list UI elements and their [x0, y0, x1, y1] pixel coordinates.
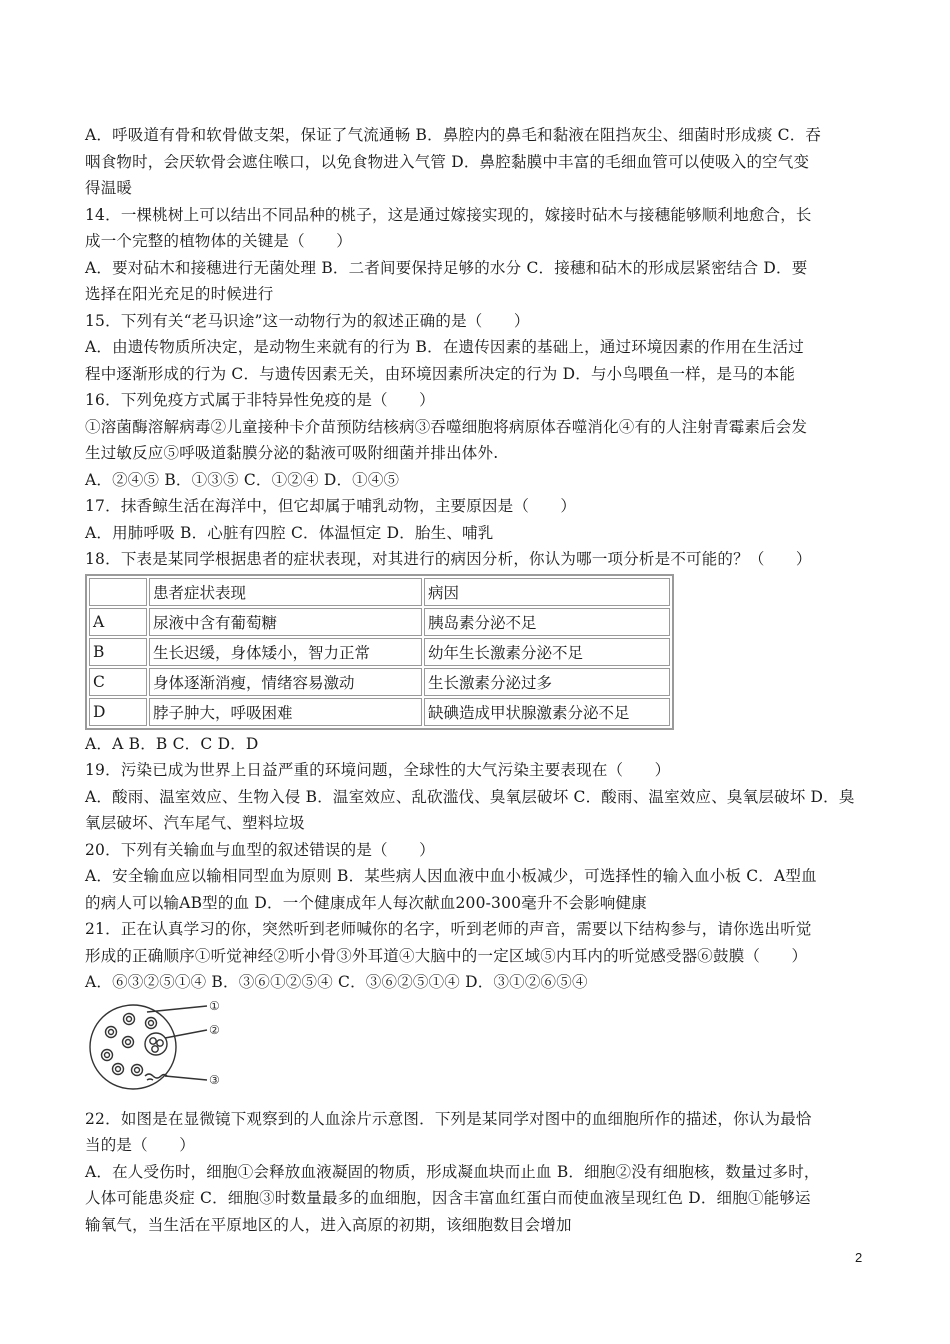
page-number: 2 [855, 1250, 863, 1265]
blood-smear-figure [85, 998, 867, 1094]
table-cell: 尿液中含有葡萄糖 [149, 608, 422, 636]
table-cell: A [89, 608, 147, 636]
red-blood-cell [106, 1026, 117, 1037]
text-line: 输氧气，当生活在平原地区的人，进入高原的初期，该细胞数目会增加 [85, 1215, 572, 1234]
text-line: 当的是（ ） [85, 1136, 195, 1154]
red-blood-cell [132, 1064, 143, 1075]
text-line: 形成的正确顺序①听觉神经②听小骨③外耳道④大脑中的一定区域⑤内耳内的听觉感受器⑥鼓膜（ ） [85, 946, 808, 965]
figure-label: ② [209, 1022, 220, 1037]
text-line: 20．下列有关输血与血型的叙述错误的是（ ） [85, 840, 435, 859]
table-row [89, 668, 670, 696]
text-line: A．呼吸道有骨和软骨做支架，保证了气流通畅 B．鼻腔内的鼻毛和黏液在阻挡灰尘、细菌时形成痰 C．吞 [85, 126, 822, 144]
table-cell: C [89, 668, 147, 696]
table-cell: 脖子肿大，呼吸困难 [149, 698, 422, 726]
red-blood-cell [124, 1013, 135, 1024]
table-cell: B [89, 638, 147, 666]
text-line: 14．一棵桃树上可以结出不同品种的桃子，这是通过嫁接实现的，嫁接时砧木与接穗能够顺利地愈合，长 [85, 205, 812, 224]
table-cell: 缺碘造成甲状腺激素分泌不足 [424, 698, 670, 726]
text-line: A．在人受伤时，细胞①会释放血液凝固的物质，形成凝血块而止血 B．细胞②没有细胞核，数量过多时， [85, 1162, 820, 1181]
figure-label: ③ [209, 1072, 220, 1087]
table-cell: D [89, 698, 147, 726]
text-line: A．A B．B C．C D．D [85, 734, 259, 753]
text-block-q18-q21 [85, 731, 867, 996]
table-cell: 生长激素分泌过多 [424, 668, 670, 696]
text-line: 17．抹香鲸生活在海洋中，但它却属于哺乳动物，主要原因是（ ） [85, 497, 577, 515]
table-header-cell: 患者症状表现 [149, 578, 422, 606]
table-row [89, 698, 670, 726]
red-blood-cell [146, 1017, 157, 1028]
text-line: 22．如图是在显微镜下观察到的人血涂片示意图．下列是某同学对图中的血细胞所作的描述，你认为最恰 [85, 1109, 812, 1128]
text-line: 得温暖 [85, 179, 133, 197]
text-line: 的病人可以输AB型的血 D．一个健康成年人每次献血200-300毫升不会影响健康 [85, 893, 647, 912]
text-block-q13-q18 [85, 122, 867, 573]
text-line: 15．下列有关“老马识途”这一动物行为的叙述正确的是（ ） [85, 311, 530, 330]
text-line: A．②④⑤ B．①③⑤ C．①②④ D．①④⑤ [85, 470, 400, 489]
text-line: 程中逐渐形成的行为 C．与遗传因素无关，由环境因素所决定的行为 D．与小鸟喂鱼一样，是马的本能 [85, 364, 796, 383]
table-header-row [89, 578, 670, 606]
text-line: 人体可能患炎症 C．细胞③时数量最多的血细胞，因含丰富血红蛋白而使血液呈现红色 D．细胞①能够运 [85, 1189, 811, 1207]
text-line: A．由遗传物质所决定，是动物生来就有的行为 B．在遗传因素的基础上，通过环境因素的作用在生活过 [85, 338, 804, 356]
page-content [85, 122, 867, 1238]
text-line: 19．污染已成为世界上日益严重的环境问题，全球性的大气污染主要表现在（ ） [85, 761, 671, 779]
blood-smear-diagram [85, 998, 225, 1094]
text-line: A．酸雨、温室效应、生物入侵 B．温室效应、乱砍滥伐、臭氧层破坏 C．酸雨、温室效应、臭氧层破坏 D．臭 [85, 787, 855, 806]
text-line: 选择在阳光充足的时候进行 [85, 285, 274, 303]
text-line: 成一个完整的植物体的关键是（ ） [85, 232, 352, 250]
text-line: A．用肺呼吸 B．心脏有四腔 C．体温恒定 D．胎生、哺乳 [85, 523, 494, 542]
red-blood-cell [123, 1036, 134, 1047]
text-line: ①溶菌酶溶解病毒②儿童接种卡介苗预防结核病③吞噬细胞将病原体吞噬消化④有的人注射青霉素后会发 [85, 417, 808, 436]
table-cell: 生长迟缓，身体矮小，智力正常 [149, 638, 422, 666]
text-block-q22 [85, 1106, 867, 1239]
text-line: A．要对砧木和接穗进行无菌处理 B．二者间要保持足够的水分 C．接穗和砧木的形成层紧密结合 D．要 [85, 258, 808, 277]
text-line: 生过敏反应⑤呼吸道黏膜分泌的黏液可吸附细菌并排出体外. [85, 444, 499, 462]
symptom-table [85, 574, 674, 730]
table-cell: 幼年生长激素分泌不足 [424, 638, 670, 666]
text-line: 16．下列免疫方式属于非特异性免疫的是（ ） [85, 391, 435, 409]
table-header-cell: 病因 [424, 578, 670, 606]
table-row [89, 638, 670, 666]
text-line: A．安全输血应以输相同型血为原则 B．某些病人因血液中血小板减少，可选择性的输入血小板 C．A型血 [85, 867, 817, 885]
figure-label: ① [209, 998, 220, 1013]
text-line: A．⑥③②⑤①④ B．③⑥①②⑤④ C．③⑥②⑤①④ D．③①②⑥⑤④ [85, 973, 588, 991]
table-cell: 胰岛素分泌不足 [424, 608, 670, 636]
table-header-cell [89, 578, 147, 606]
smear-field-circle [90, 1005, 176, 1089]
text-line: 18．下表是某同学根据患者的症状表现，对其进行的病因分析，你认为哪一项分析是不可能的？（ ） [85, 550, 812, 568]
red-blood-cell [102, 1049, 113, 1060]
text-line: 咽食物时，会厌软骨会遮住喉口，以免食物进入气管 D．鼻腔黏膜中丰富的毛细血管可以使吸入的空气变 [85, 152, 810, 171]
text-line: 21．正在认真学习的你，突然听到老师喊你的名字，听到老师的声音，需要以下结构参与，请你选出听觉 [85, 920, 812, 938]
table-row [89, 608, 670, 636]
text-line: 氧层破坏、汽车尾气、塑料垃圾 [85, 814, 305, 832]
table-cell: 身体逐渐消瘦，情绪容易激动 [149, 668, 422, 696]
red-blood-cell [113, 1063, 124, 1074]
